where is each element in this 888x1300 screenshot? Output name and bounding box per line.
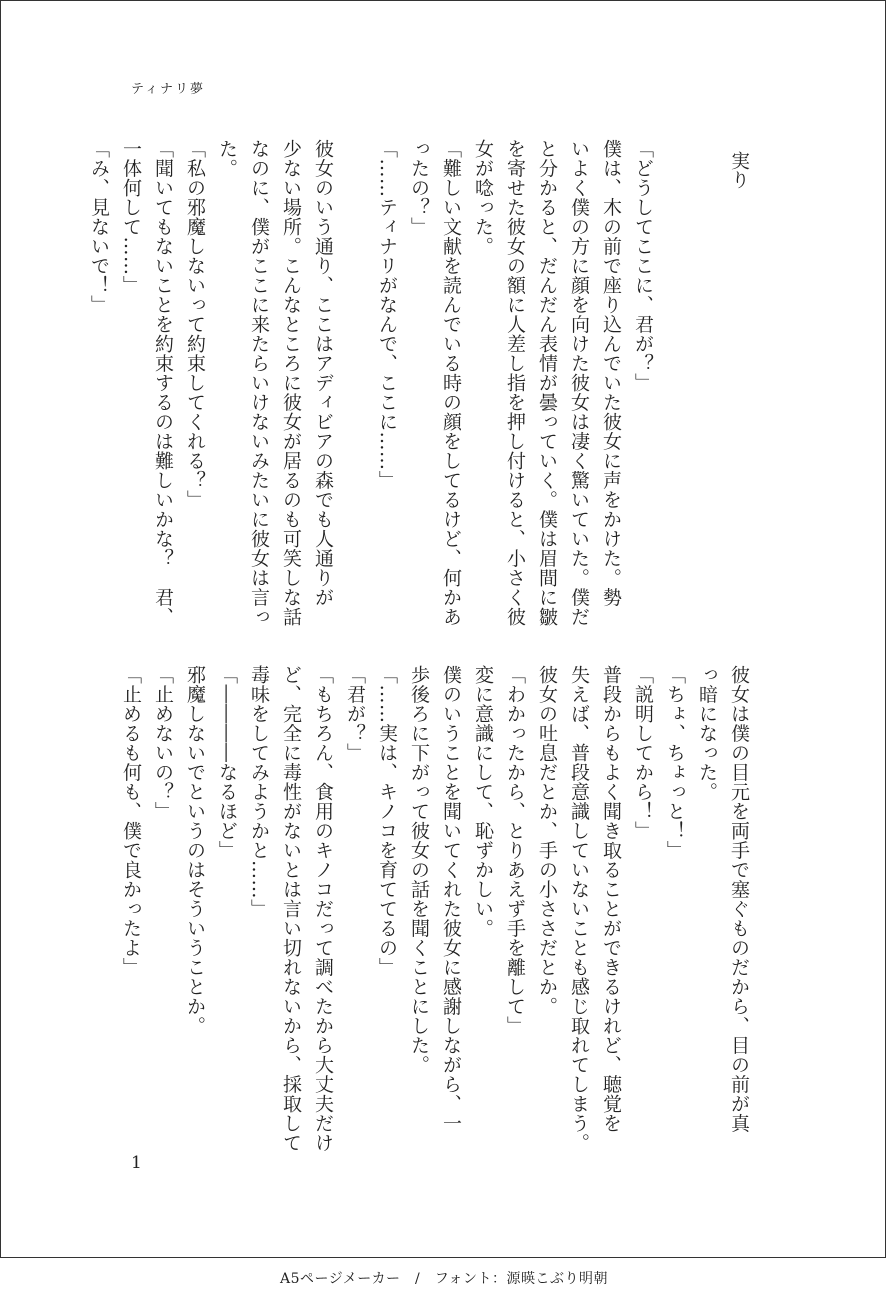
body-line: っ暗になった。 xyxy=(696,665,718,802)
body-line: 女が唸った。 xyxy=(472,139,494,256)
body-line: 普段からもよく聞き取ることができるけれど、聴覚を xyxy=(600,665,622,1133)
body-line: いよく僕の方に顔を向けた彼女は凄く驚いていた。僕だ xyxy=(568,139,590,627)
body-line: 「どうしてここに、君が？」 xyxy=(632,139,654,393)
body-line: 変に意識にして、恥ずかしい。 xyxy=(472,665,494,938)
body-line: 「ちょ、ちょっと！」 xyxy=(664,665,686,860)
body-line: 「聞いてもないことを約束するのは難しいかな？ 君、 xyxy=(152,139,174,627)
footer-credit: A5ページメーカー / フォント：源暎こぶり明朝 xyxy=(279,1271,609,1287)
body-line: 「止めないの？」 xyxy=(152,665,174,821)
blank-line xyxy=(339,139,371,629)
body-line: 邪魔しないでというのはそういうことか。 xyxy=(184,665,206,1036)
body-line: 「……実は、キノコを育ててるの」 xyxy=(376,665,398,977)
body-line: 「説明してから！」 xyxy=(632,665,654,841)
header-title: ティナリ夢 xyxy=(131,82,205,97)
body-line: を寄せた彼女の額に人差し指を押し付けると、小さく彼 xyxy=(504,139,526,627)
body-line: 「み、見ないで！」 xyxy=(88,139,110,315)
body-line: 「……ティナリがなんで、ここに……」 xyxy=(376,139,398,490)
body-line: 僕のいうことを聞いてくれた彼女に感謝しながら、一 xyxy=(440,665,462,1133)
body-line: と分かると、だんだん表情が曇っていく。僕は眉間に皺 xyxy=(536,139,558,627)
chapter-title: 実り xyxy=(728,151,750,189)
body-line: 失えば、普段意識していないことも感じ取れてしまう。 xyxy=(568,665,590,1153)
body-line: 「君が？」 xyxy=(344,665,366,763)
body-line: 少ない場所。こんなところに彼女が居るのも可笑しな話 xyxy=(280,139,302,627)
bottom-text-column xyxy=(115,665,755,1155)
body-line: た。 xyxy=(216,139,238,178)
body-line: ど、完全に毒性がないとは言い切れないから、採取して xyxy=(280,665,302,1153)
body-line: 「止めるも何も、僕で良かったよ」 xyxy=(120,665,142,977)
body-line: 歩後ろに下がって彼女の話を聞くことにした。 xyxy=(408,665,430,1075)
top-text-column xyxy=(83,139,755,629)
body-line: 「――――なるほど」 xyxy=(216,665,238,860)
body-line: 彼女は僕の目元を両手で塞ぐものだから、目の前が真 xyxy=(728,665,750,1133)
body-line: 毒味をしてみようかと……」 xyxy=(248,665,270,919)
body-line: 「わかったから、とりあえず手を離して」 xyxy=(504,665,526,1036)
body-line: 「もちろん、食用のキノコだって調べたから大丈夫だけ xyxy=(312,665,334,1153)
title-spacer xyxy=(691,139,723,629)
body-line: 「難しい文献を読んでいる時の顔をしてるけど、何かあ xyxy=(440,139,462,627)
body-line: ったの？」 xyxy=(408,139,430,237)
body-line: 彼女のいう通り、ここはアディビアの森でも人通りが xyxy=(312,139,334,607)
body-line: 一体何して……」 xyxy=(120,139,142,295)
body-line: なのに、僕がここに来たらいけないみたいに彼女は言っ xyxy=(248,139,270,627)
page-number: 1 xyxy=(131,1153,142,1173)
body-line: 僕は、木の前で座り込んでいた彼女に声をかけた。勢 xyxy=(600,139,622,607)
title-spacer xyxy=(723,139,755,629)
body-line: 彼女の吐息だとか、手の小ささだとか。 xyxy=(536,665,558,1016)
title-spacer xyxy=(659,139,691,629)
body-line: 「私の邪魔しないって約束してくれる？」 xyxy=(184,139,206,510)
